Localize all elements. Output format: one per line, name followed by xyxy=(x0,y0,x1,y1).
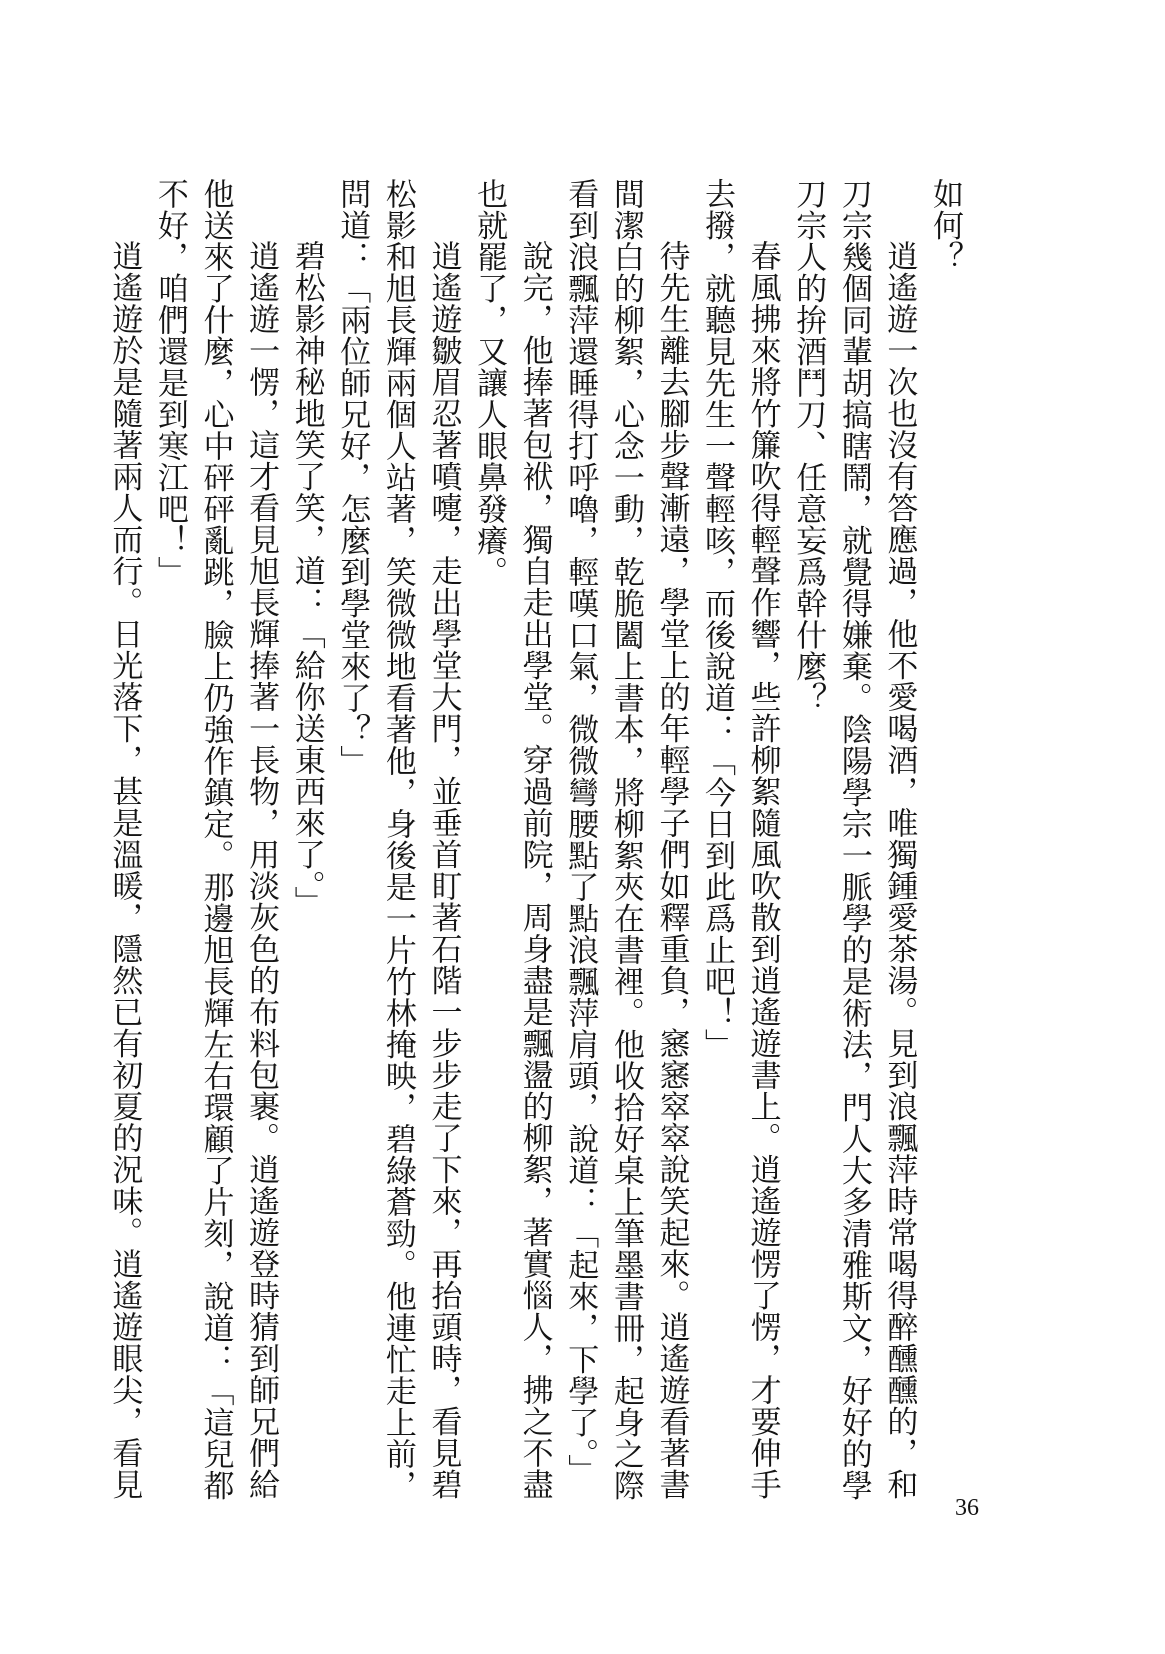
page-number: 36 xyxy=(955,1495,979,1521)
paragraph-9: 逍遙遊於是隨著兩人而行。日光落下，甚是溫暖，隱然已有初夏的況味。逍遙遊眼尖，看見 xyxy=(106,240,143,1500)
paragraph-5: 說完，他捧著包袱，獨自走出學堂。穿過前院，周身盡是飄盪的柳絮，著實惱人，拂之不盡也就罷了，又讓人眼鼻發癢。 xyxy=(471,178,553,1500)
paragraph-4: 待先生離去腳步聲漸遠，學堂上的年輕學子們如釋重負，窸窸窣窣說笑起來。逍遙遊看著書間潔白的柳絮，心念一動，乾脆闔上書本，將柳絮夾在書裡。他收拾好桌上筆墨書冊，起身之際看到浪飄萍還睡得打呼嚕，輕嘆口氣，微微彎腰點了點浪飄萍肩頭，說道：「起來，下學了。」 xyxy=(562,178,690,1501)
body-text xyxy=(101,178,967,1523)
paragraph-2: 逍遙遊一次也沒有答應過，他不愛喝酒，唯獨鍾愛茶湯。見到浪飄萍時常喝得醉醺醺的，和刀宗幾個同輩胡搞瞎鬧，就覺得嫌棄。陰陽學宗一脈學的是術法，門人大多清雅斯文，好好的學刀宗人的拚酒鬥刀、任意妄爲幹什麼？ xyxy=(790,178,918,1501)
paragraph-3: 春風拂來將竹簾吹得輕聲作響，些許柳絮隨風吹散到逍遙遊書上。逍遙遊愣了愣，才要伸手去撥，就聽見先生一聲輕咳，而後說道：「今日到此爲止吧！」 xyxy=(699,178,781,1500)
paragraph-6: 逍遙遊皺眉忍著噴嚏，走出學堂大門，並垂首盯著石階一步步走了下來，再抬頭時，看見碧松影和旭長輝兩個人站著，笑微微地看著他，身後是一片竹林掩映，碧綠蒼勁。他連忙走上前，問道：「兩位師兄好，怎麼到學堂來了？」 xyxy=(334,178,462,1501)
paragraph-1: 如何？ xyxy=(927,178,963,273)
paragraph-7: 碧松影神秘地笑了笑，道：「給你送東西來了。」 xyxy=(288,240,325,918)
paragraph-8: 逍遙遊一愣，這才看見旭長輝捧著一長物，用淡灰色的布料包裹。逍遙遊登時猜到師兄們給他送來了什麼，心中砰砰亂跳，臉上仍強作鎮定。那邊旭長輝左右環顧了片刻，說道：「這兒都不好，咱們還是到寒江吧！」 xyxy=(151,178,280,1501)
